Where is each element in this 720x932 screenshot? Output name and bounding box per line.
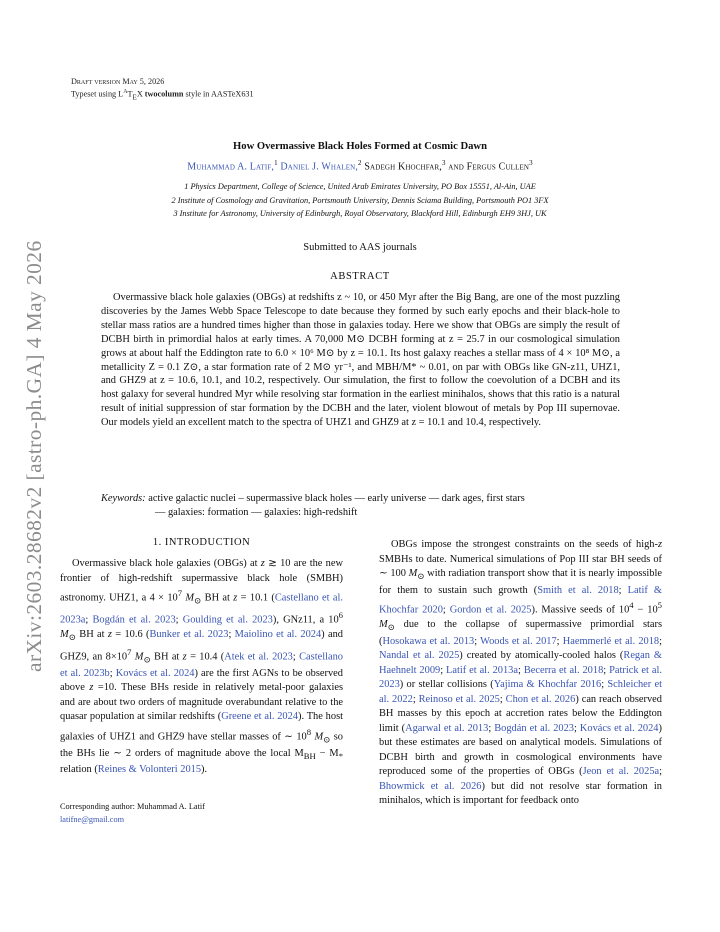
keywords-line-1: active galactic nuclei – supermassive black holes — early universe — dark ages, first stars bbox=[148, 493, 525, 504]
intro-paragraph-1: Overmassive black hole galaxies (OBGs) at z ≳ 10 are the new frontier of high-redshift supermassive black hole (SMBH) astronomy. UHZ1, a $4 \times 10^7$ $M_⊙$ BH at z = 10.1 (Castellano et al. 2023a; Bogdán et al. 2023; Goulding et al. 2023), GNz11, a $10^6$ $M_⊙$ BH at z = 10.6 (Bunker et al. 2023; Maiolino et al. 2024) and GHZ9, an $8\times 10^7$ $M_⊙$ BH at z = 10.4 (Atek et al. 2023; Castellano et al. 2023b; Kovács et al. 2024) are the first AGNs to be observed above z =10. These BHs reside in relatively metal-poor galaxies and are about two orders of magnitude overabundant relative to the quasar population at similar redshifts (Greene et al. 2024). The host galaxies of UHZ1 and GHZ9 have stellar masses of ∼ $10^8$ $M_⊙$ so the BHs lie ∼ 2 orders of magnitude above the local $M_{BH} - M_*$ relation (Reines & Volonteri 2015). bbox=[60, 558, 344, 776]
intro-column-left bbox=[60, 557, 343, 778]
intro-paragraph-2: OBGs impose the strongest constraints on the seeds of high-z SMBHs to date. Numerical simulations of Pop III star BH seeds of ∼ 100 $M_⊙$ with radiation transport show that it is nearly impossible for them to sustain such growth (Smith et al. 2018; Latif & Khochfar 2020; Gordon et al. 2025). Massive seeds of $10^4 - 10^5$ $M_⊙$ due to the collapse of supermassive primordial stars (Hosokawa et al. 2013; Woods et al. 2017; Haemmerlé et al. 2018; Nandal et al. 2025) created by atomically-cooled halos (Regan & Haehnelt 2009; Latif et al. 2013a; Becerra et al. 2018; Patrick et al. 2023) or stellar collisions (Yajima & Khochfar 2016; Schleicher et al. 2022; Reinoso et al. 2025; Chon et al. 2026) can reach observed BH masses by this epoch at accretion rates below the Eddington limit (Agarwal et al. 2013; Bogdán et al. 2023; Kovács et al. 2024) but these estimates are based on analytical models. Simulations of DCBH birth and growth in cosmological environments have reproduced some of the properties of OBGs (Jeon et al. 2025a; Bhowmick et al. 2026) but did not resolve star formation in minihalos, which is important for feedback onto bbox=[379, 539, 663, 807]
affiliation-1: 1 Physics Department, College of Science, United Arab Emirates University, PO Box 15551, Al-Ain, UAE bbox=[184, 182, 536, 191]
author-whalen[interactable]: Daniel J. Whalen, bbox=[280, 161, 359, 173]
author-and: and bbox=[448, 161, 464, 173]
affiliations bbox=[0, 180, 720, 221]
submitted-note: Submitted to AAS journals bbox=[303, 242, 417, 253]
affiliation-2: 2 Institute of Cosmology and Gravitation, Portsmouth University, Dennis Sciama Building, Portsmouth PO1 3FX bbox=[171, 195, 549, 205]
intro-column-right bbox=[379, 538, 662, 809]
author-latif[interactable]: Muhammad A. Latif, bbox=[187, 161, 275, 173]
corresponding-author bbox=[60, 800, 205, 826]
draft-header bbox=[71, 76, 254, 103]
arxiv-stamp[interactable]: arXiv:2603.28682v2 [astro-ph.GA] 4 May 2026 bbox=[22, 240, 46, 672]
abstract-heading: ABSTRACT bbox=[330, 271, 390, 282]
paper-title: How Overmassive Black Holes Formed at Cosmic Dawn bbox=[233, 141, 487, 152]
intro-heading: 1. INTRODUCTION bbox=[152, 537, 251, 548]
author-cullen: Fergus Cullen bbox=[466, 161, 530, 173]
typeset-line: Typeset using $L^AT_EX$ twocolumn style in AASTeX631 bbox=[71, 89, 254, 102]
author-khochfar: Sadegh Khochfar, bbox=[364, 161, 442, 173]
draft-version: Draft version May 5, 2026 bbox=[71, 77, 165, 86]
affiliation-3: 3 Institute for Astronomy, University of Edinburgh, Royal Observatory, Blackford Hill, Edinburgh EH9 3HJ, UK bbox=[173, 209, 547, 218]
corresponding-email-link[interactable]: latifne@gmail.com bbox=[60, 815, 125, 824]
keywords-line-2: — galaxies: formation — galaxies: high-redshift bbox=[155, 507, 358, 518]
corresponding-author-text: Corresponding author: Muhammad A. Latif bbox=[60, 802, 205, 811]
keywords-label: Keywords: bbox=[101, 493, 146, 504]
keywords bbox=[101, 492, 620, 520]
abstract-body: Overmassive black hole galaxies (OBGs) at redshifts z ~ 10, or 450 Myr after the Big Bang, are one of the most puzzling discoveries by the James Webb Space Telescope to date because they formed by such early epochs and their black-hole to stellar mass ratios are a hundred times higher than those in galaxies today. Here we show that OBGs are simply the result of DCBH birth in primordial halos at early times. A 70,000 M⊙ DCBH forming at z = 25.7 in our cosmological simulation grows at about half the Eddington rate to 6.0 × 10⁶ M⊙ by z = 10.1. Its host galaxy reaches a stellar mass of 4 × 10⁸ M⊙, a metallicity Z = 0.1 Z⊙, a star formation rate of 2 M⊙ yr⁻¹, and MBH/M* ~ 0.01, on par with OBGs like GN-z11, UHZ1, and GHZ9 at z = 10.6, 10.1, and 10.2, respectively. Our simulation, the first to follow the coevolution of a DCBH and its host galaxy for several hundred Myr while resolving star formation in the earliest minihalos, shows that this ratio is a natural result of initial suppression of star formation by the DCBH and the later, violent blowout of metals by Pop III supernovae. Our models yield an excellent match to the spectra of UHZ1 and GHZ9 at z = 10.1 and 10.4, respectively. bbox=[101, 292, 620, 429]
author-list: Muhammad A. Latif,$^1$ Daniel J. Whalen,$^2$ Sadegh Khochfar,$^3$ and Fergus Cullen$^3$ bbox=[187, 159, 533, 173]
